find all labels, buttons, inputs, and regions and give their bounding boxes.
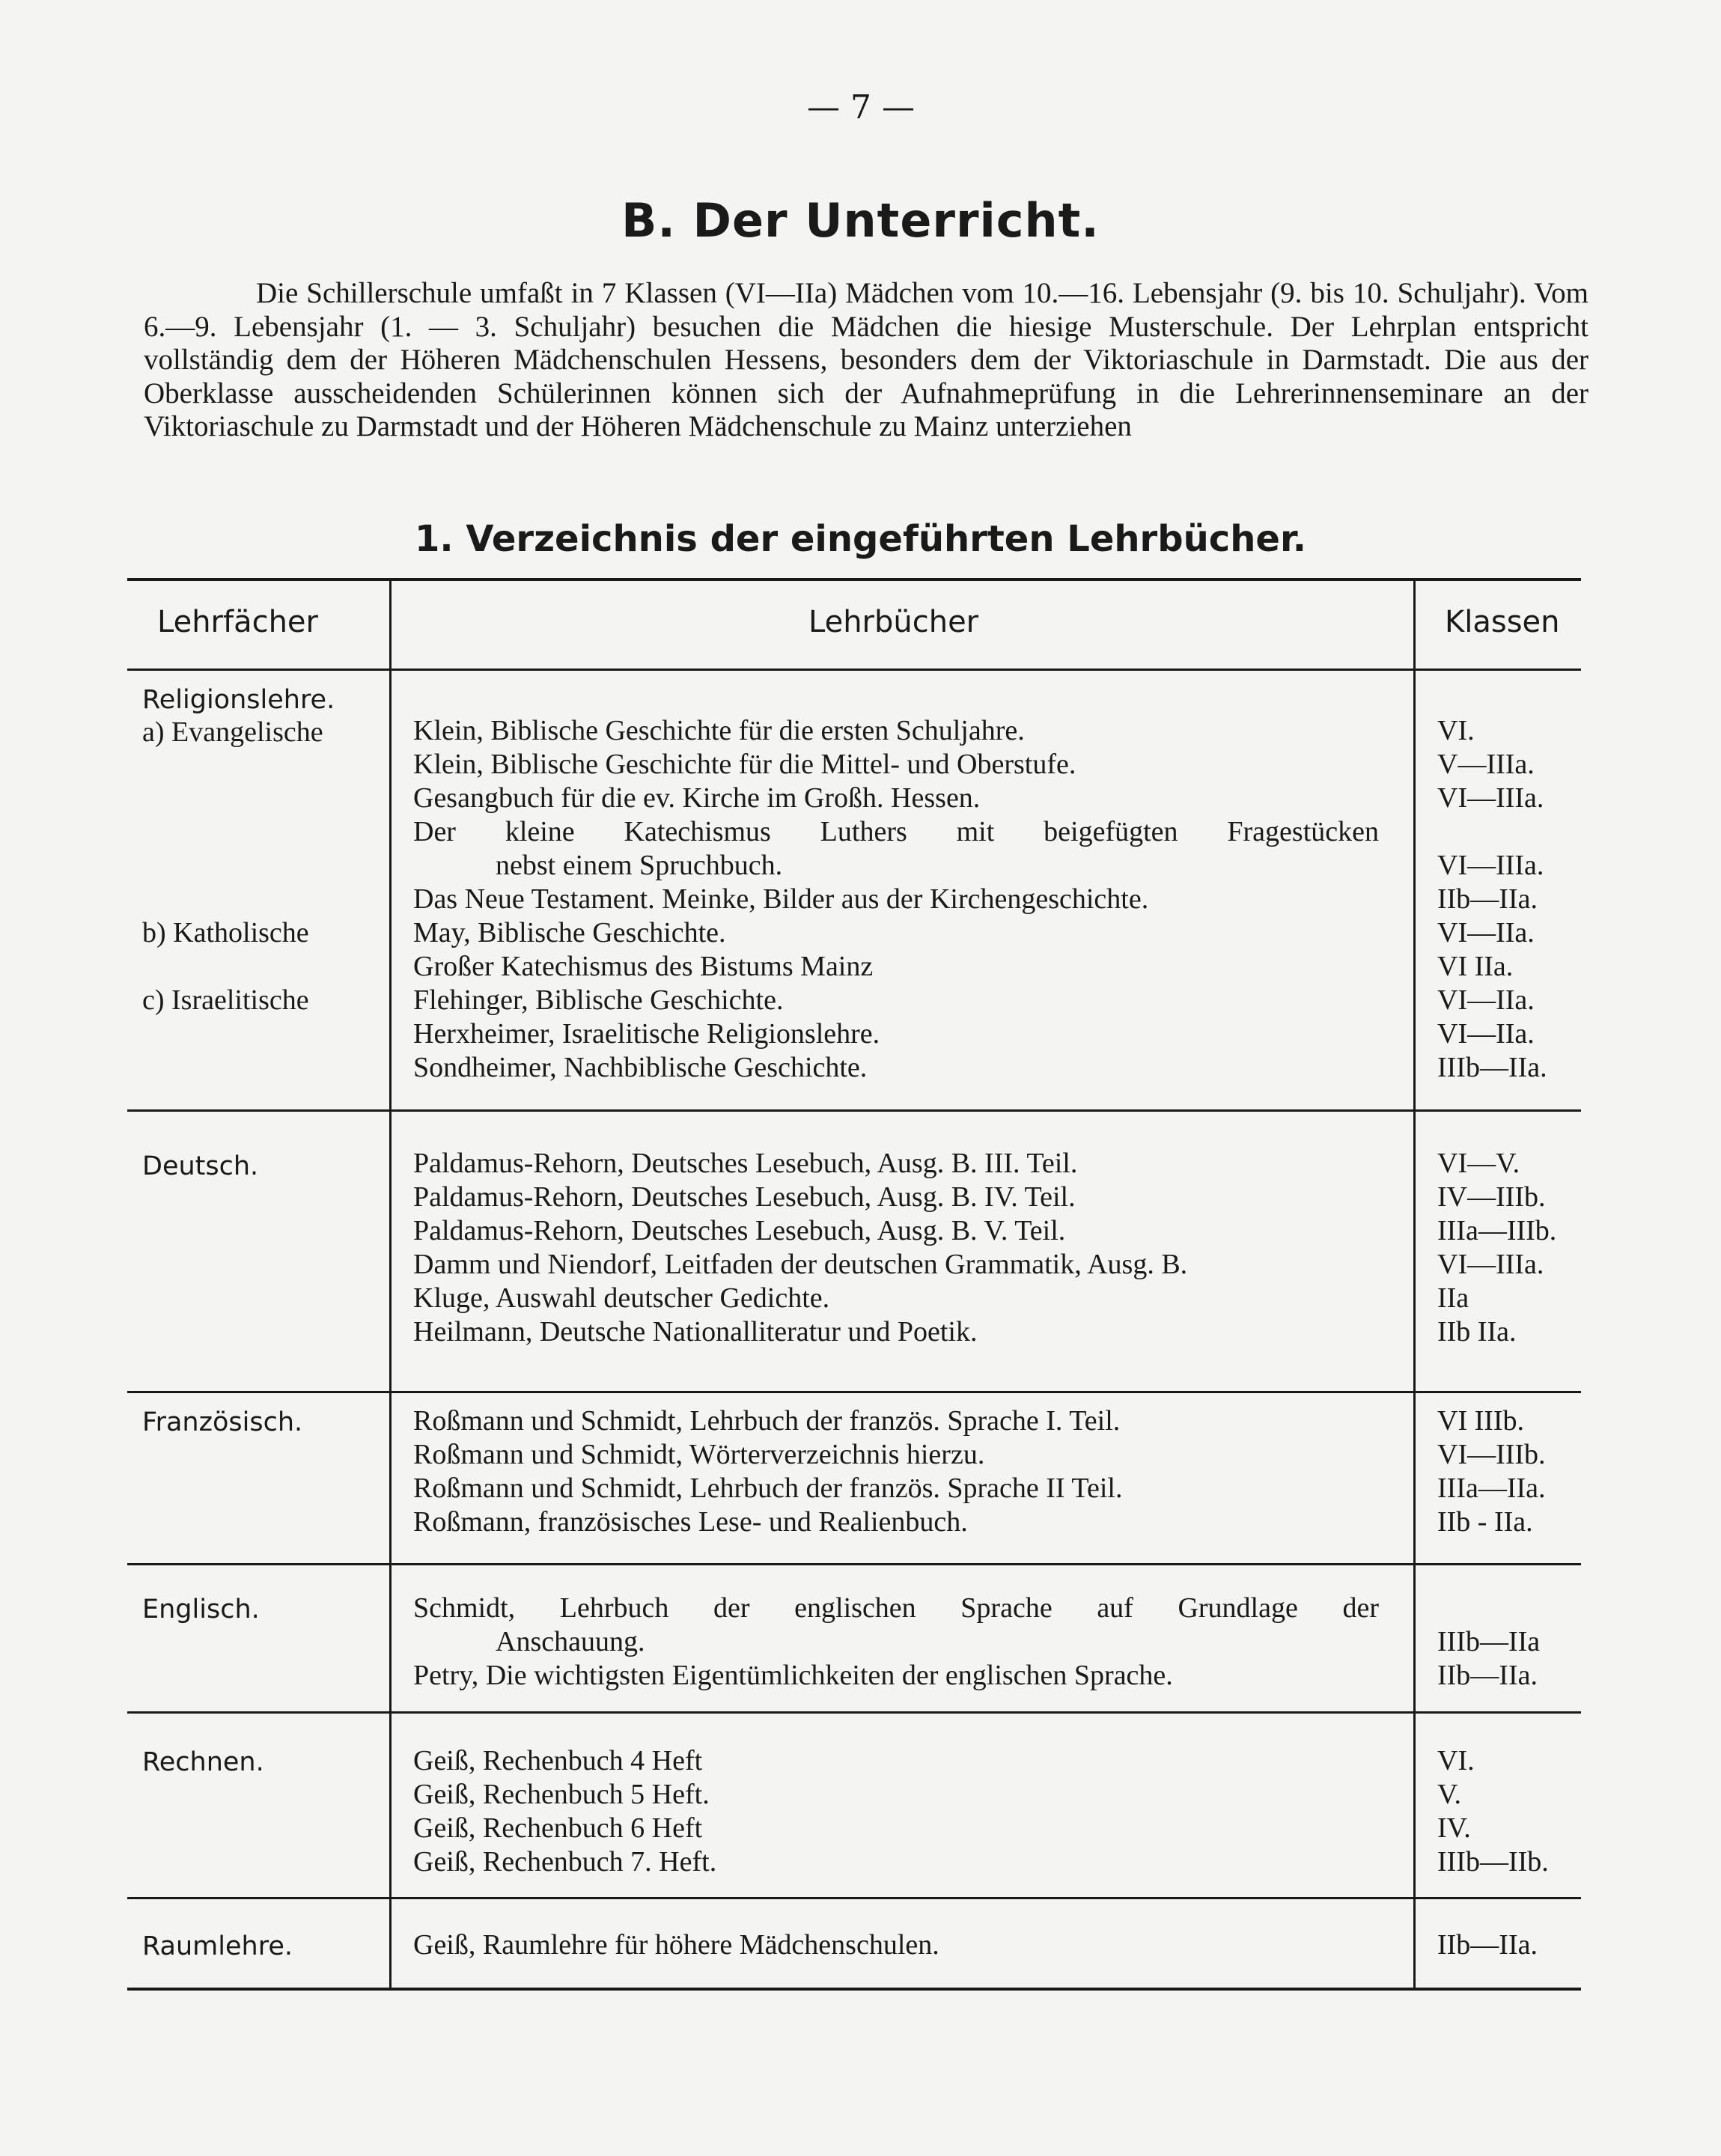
book-row: Herxheimer, Israelitische Religionslehre. <box>413 1018 880 1050</box>
class-cell: IIb—IIa. <box>1437 883 1538 915</box>
class-cell: VI—IIIb. <box>1437 1439 1546 1470</box>
book-row: Klein, Biblische Geschichte für die Mittel- und Oberstufe. <box>413 749 1076 780</box>
book-row: Geiß, Raumlehre für höhere Mädchenschulen. <box>413 1929 939 1961</box>
table-header-rule <box>127 669 1581 671</box>
class-cell: VI—IIIa. <box>1437 850 1544 881</box>
page-number: — 7 — <box>807 88 915 127</box>
book-title-continuation: nebst einem Spruchbuch. <box>496 850 783 881</box>
table-rule-franzoesisch <box>127 1391 1581 1393</box>
table-top-rule <box>127 578 1581 581</box>
book-row: Geiß, Rechenbuch 5 Heft. <box>413 1779 710 1810</box>
book-row: Roßmann und Schmidt, Lehrbuch der französ. Sprache I. Teil. <box>413 1405 1121 1437</box>
book-row: Das Neue Testament. Meinke, Bilder aus der Kirchengeschichte. <box>413 883 1149 915</box>
subject-deutsch: Deutsch. <box>142 1151 259 1181</box>
subject-israelitisch: c) Israelitische <box>142 984 309 1016</box>
class-cell: VI—V. <box>1437 1148 1520 1179</box>
book-row: Roßmann, französisches Lese- und Realienbuch. <box>413 1506 968 1538</box>
class-cell: IIIb—IIa. <box>1437 1052 1547 1083</box>
class-cell: IIIa—IIa. <box>1437 1473 1546 1504</box>
list-title: 1. Verzeichnis der eingeführten Lehrbücher. <box>415 518 1306 560</box>
book-row: Paldamus-Rehorn, Deutsches Lesebuch, Ausg. B. IV. Teil. <box>413 1181 1076 1213</box>
book-row: May, Biblische Geschichte. <box>413 917 726 948</box>
subject-rechnen: Rechnen. <box>142 1747 264 1777</box>
table-rule-raumlehre <box>127 1897 1581 1899</box>
book-row: Petry, Die wichtigsten Eigentümlichkeiten der englischen Sprache. <box>413 1660 1173 1691</box>
book-row: Roßmann und Schmidt, Wörterverzeichnis hierzu. <box>413 1439 985 1470</box>
class-cell: IIIa—IIIb. <box>1437 1215 1557 1246</box>
class-cell: IIb—IIa. <box>1437 1929 1538 1961</box>
book-row: Geiß, Rechenbuch 7. Heft. <box>413 1846 717 1878</box>
table-rule-englisch <box>127 1563 1581 1565</box>
book-row <box>413 815 1379 883</box>
book-title-continuation: Anschauung. <box>496 1626 645 1657</box>
class-cell: VI—IIIa. <box>1437 782 1544 814</box>
class-cell: VI. <box>1437 715 1475 746</box>
class-cell: IIb—IIa. <box>1437 1660 1538 1691</box>
class-cell: IIb - IIa. <box>1437 1506 1533 1538</box>
subject-raumlehre: Raumlehre. <box>142 1931 293 1961</box>
book-row: Sondheimer, Nachbiblische Geschichte. <box>413 1052 868 1083</box>
book-row: Kluge, Auswahl deutscher Gedichte. <box>413 1282 830 1314</box>
class-cell: IIb IIa. <box>1437 1316 1517 1348</box>
class-cell: V—IIIa. <box>1437 749 1535 780</box>
book-row: Paldamus-Rehorn, Deutsches Lesebuch, Ausg. B. V. Teil. <box>413 1215 1066 1246</box>
book-row: Geiß, Rechenbuch 6 Heft <box>413 1812 703 1844</box>
class-cell: VI IIIb. <box>1437 1405 1525 1437</box>
class-cell: V. <box>1437 1779 1462 1810</box>
table-rule-rechnen <box>127 1711 1581 1714</box>
table-bottom-rule <box>127 1988 1581 1991</box>
book-row: Paldamus-Rehorn, Deutsches Lesebuch, Ausg. B. III. Teil. <box>413 1148 1078 1179</box>
book-title: Der kleine Katechismus Luthers mit beigefügten Fragestücken <box>413 816 1379 847</box>
subject-evangelisch: a) Evangelische <box>142 716 323 748</box>
subject-katholisch: b) Katholische <box>142 917 309 948</box>
book-row: Großer Katechismus des Bistums Mainz <box>413 951 874 982</box>
header-subjects: Lehrfächer <box>157 605 318 639</box>
class-cell: VI IIa. <box>1437 951 1514 982</box>
book-title: Schmidt, Lehrbuch der englischen Sprache auf Grundlage der <box>413 1592 1379 1624</box>
class-cell: VI—IIa. <box>1437 984 1535 1016</box>
class-cell: VI—IIa. <box>1437 917 1535 948</box>
book-row: Roßmann und Schmidt, Lehrbuch der französ. Sprache II Teil. <box>413 1473 1123 1504</box>
book-row: Geiß, Rechenbuch 4 Heft <box>413 1745 703 1776</box>
book-row: Heilmann, Deutsche Nationalliteratur und Poetik. <box>413 1316 978 1348</box>
column-divider-subjects <box>389 581 392 1988</box>
book-row: Damm und Niendorf, Leitfaden der deutschen Grammatik, Ausg. B. <box>413 1249 1188 1280</box>
book-row <box>413 1592 1379 1659</box>
class-cell: IV—IIIb. <box>1437 1181 1546 1213</box>
subject-franzoesisch: Französisch. <box>142 1407 303 1437</box>
class-cell: VI. <box>1437 1745 1475 1776</box>
subject-religion: Religionslehre. <box>142 685 335 715</box>
header-books: Lehrbücher <box>808 605 979 639</box>
column-divider-classes <box>1413 581 1416 1988</box>
intro-paragraph: Die Schillerschule umfaßt in 7 Klassen (VI—IIa) Mädchen vom 10.—16. Lebensjahr (9. bis 10. Schuljahr). Vom 6.—9. Lebensjahr (1. — 3. Schuljahr) besuchen die Mädchen die hiesige Musterschule. Der Lehrplan entspricht vollständig dem der Höheren Mädchenschulen Hessens, besonders dem der Viktoriaschule in Darmstadt. Die aus der Oberklasse ausscheidenden Schülerinnen können sich der Aufnahmeprüfung in die Lehrerinnenseminare an der Viktoriaschule zu Darmstadt und der Höheren Mädchenschule zu Mainz unterziehen <box>144 277 1589 442</box>
class-cell: VI—IIa. <box>1437 1018 1535 1050</box>
book-row: Klein, Biblische Geschichte für die ersten Schuljahre. <box>413 715 1025 746</box>
class-cell: IV. <box>1437 1812 1471 1844</box>
class-cell: IIIb—IIb. <box>1437 1846 1549 1878</box>
book-row: Flehinger, Biblische Geschichte. <box>413 984 784 1016</box>
subject-englisch: Englisch. <box>142 1595 260 1624</box>
section-title: B. Der Unterricht. <box>621 193 1100 248</box>
class-cell: IIIb—IIa <box>1437 1626 1541 1657</box>
header-classes: Klassen <box>1445 605 1560 639</box>
book-row: Gesangbuch für die ev. Kirche im Großh. Hessen. <box>413 782 981 814</box>
class-cell: VI—IIIa. <box>1437 1249 1544 1280</box>
class-cell: IIa <box>1437 1282 1469 1314</box>
table-rule-deutsch <box>127 1109 1581 1112</box>
